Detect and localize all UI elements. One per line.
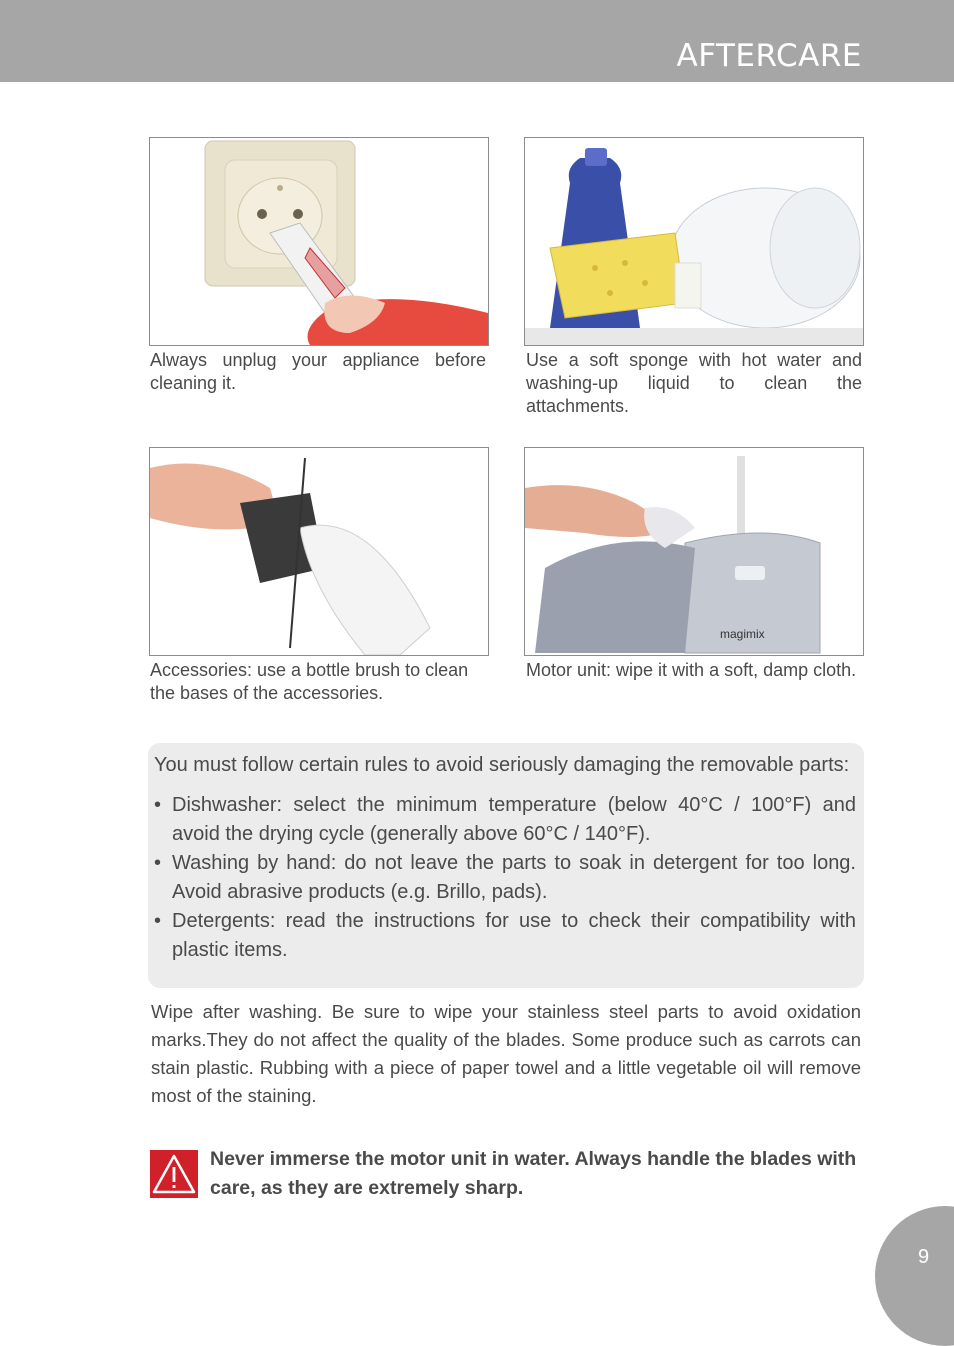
warning-text: Never immerse the motor unit in water. Always handle the blades with care, as they are extremely sharp.: [210, 1148, 857, 1199]
rules-box: [148, 743, 864, 988]
bullet-icon: •: [154, 910, 162, 932]
bullet-icon: •: [154, 794, 162, 816]
rules-intro: You must follow certain rules to avoid seriously damaging the removable parts:: [154, 754, 850, 776]
brush-caption: Accessories: use a bottle brush to clean the bases of the accessories.: [150, 660, 469, 703]
rule-text: Dishwasher: select the minimum temperature (below 40°C / 100°F) and avoid the drying cycle (generally above 60°C / 140°F).: [172, 794, 856, 845]
unplug-photo: [149, 137, 489, 346]
warning-triangle-icon: [150, 1150, 198, 1198]
sponge-photo: [524, 137, 864, 346]
page-number-tab: [875, 1206, 954, 1346]
brush-photo: [149, 447, 489, 656]
page-title: AFTERCARE: [676, 38, 862, 74]
motor-photo: [524, 447, 864, 656]
rules-list: [154, 791, 856, 965]
page-number: 9: [918, 1246, 930, 1268]
wipe-paragraph: Wipe after washing. Be sure to wipe your stainless steel parts to avoid oxidation marks.They do not affect the quality of the blades. Some produce such as carrots can stain plastic. Rubbing with a piece of paper towel and a little vegetable oil will remove most of the staining.: [151, 1001, 861, 1106]
list-item: [154, 791, 856, 849]
svg-text:magimix: magimix: [720, 627, 765, 641]
unplug-caption: Always unplug your appliance before cleaning it.: [150, 350, 486, 393]
sponge-caption: Use a soft sponge with hot water and washing-up liquid to clean the attachments.: [526, 350, 862, 416]
list-item: [154, 907, 856, 965]
motor-caption: Motor unit: wipe it with a soft, damp cloth.: [526, 660, 857, 680]
list-item: [154, 849, 856, 907]
bullet-icon: •: [154, 852, 162, 874]
rule-text: Detergents: read the instructions for use to check their compatibility with plastic items.: [172, 910, 856, 961]
rule-text: Washing by hand: do not leave the parts to soak in detergent for too long. Avoid abrasive products (e.g. Brillo, pads).: [172, 852, 856, 903]
